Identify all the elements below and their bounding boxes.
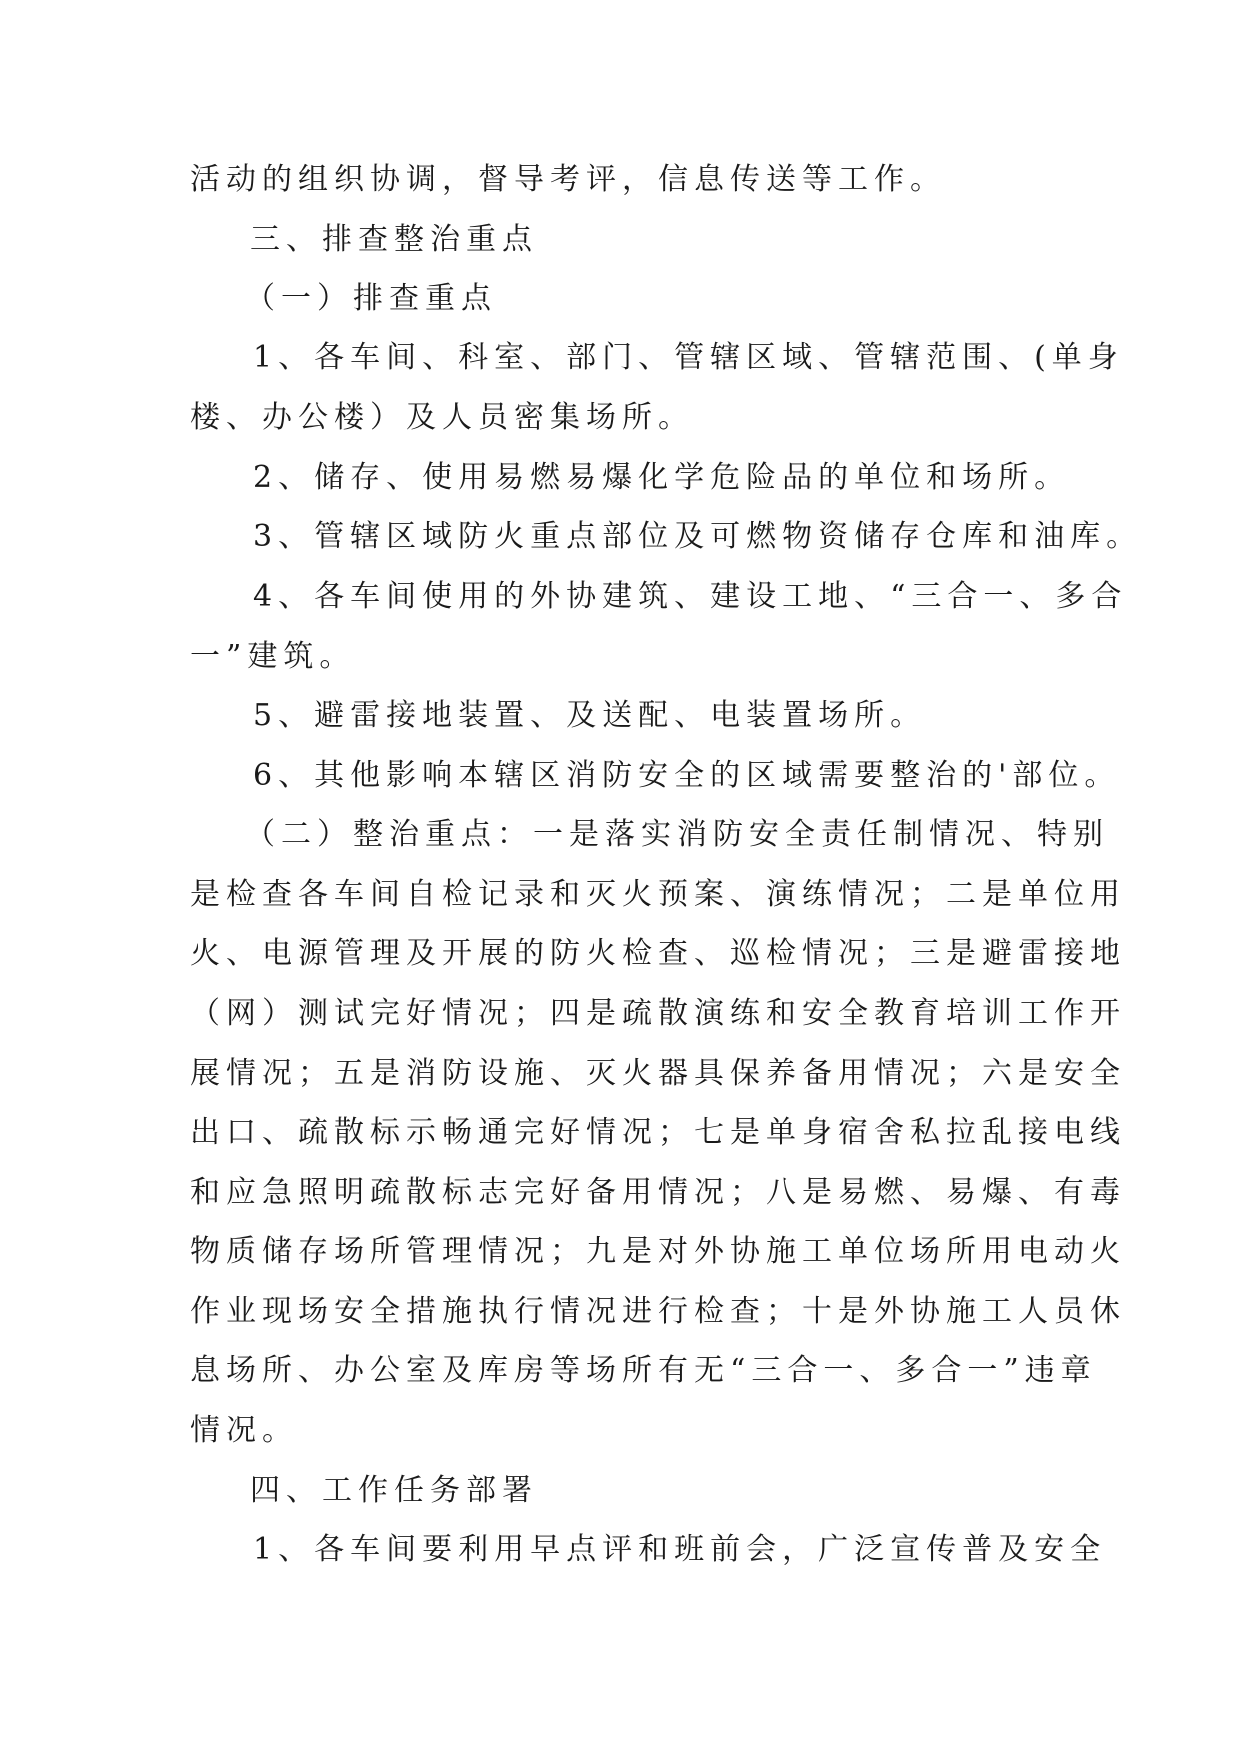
list-item: 6、其他影响本辖区消防安全的区域需要整治的'部位。 xyxy=(253,758,1121,793)
list-item: 5、避雷接地装置、及送配、电装置场所。 xyxy=(253,698,927,733)
text-line: 出口、疏散标示畅通完好情况；七是单身宿舍私拉乱接电线 xyxy=(190,1115,1126,1150)
text-line: 活动的组织协调，督导考评，信息传送等工作。 xyxy=(190,162,946,197)
section-heading: 三、排查整治重点 xyxy=(250,222,538,257)
text-line: 情况。 xyxy=(190,1413,298,1448)
text-line: 展情况；五是消防设施、灭火器具保养备用情况；六是安全 xyxy=(190,1056,1126,1091)
text-line: 和应急照明疏散标志完好备用情况；八是易燃、易爆、有毒 xyxy=(190,1175,1126,1210)
list-item: 4、各车间使用的外协建筑、建设工地、“三合一、多合 xyxy=(253,579,1128,614)
text-line: 是检查各车间自检记录和灭火预案、演练情况；二是单位用 xyxy=(190,877,1126,912)
section-heading: 四、工作任务部署 xyxy=(250,1473,538,1508)
subsection-heading: （二）整治重点：一是落实消防安全责任制情况、特别 xyxy=(245,817,1109,852)
list-item: 2、储存、使用易燃易爆化学危险品的单位和场所。 xyxy=(253,460,1071,495)
text-line: 息场所、办公室及库房等场所有无“三合一、多合一”违章 xyxy=(190,1353,1097,1388)
subsection-heading: （一）排查重点 xyxy=(245,281,497,316)
text-line: 楼、办公楼）及人员密集场所。 xyxy=(190,400,694,435)
text-line: 物质储存场所管理情况；九是对外协施工单位场所用电动火 xyxy=(190,1234,1126,1269)
text-line: 作业现场安全措施执行情况进行检查；十是外协施工人员休 xyxy=(190,1294,1126,1329)
text-line: 一”建筑。 xyxy=(190,639,356,674)
list-item: 1、各车间要利用早点评和班前会，广泛宣传普及安全 xyxy=(253,1532,1107,1567)
text-line: （网）测试完好情况；四是疏散演练和安全教育培训工作开 xyxy=(190,996,1126,1031)
list-item: 1、各车间、科室、部门、管辖区域、管辖范围、(单身 xyxy=(253,340,1124,375)
text-line: 火、电源管理及开展的防火检查、巡检情况；三是避雷接地 xyxy=(190,936,1126,971)
list-item: 3、管辖区域防火重点部位及可燃物资储存仓库和油库。 xyxy=(253,519,1143,554)
